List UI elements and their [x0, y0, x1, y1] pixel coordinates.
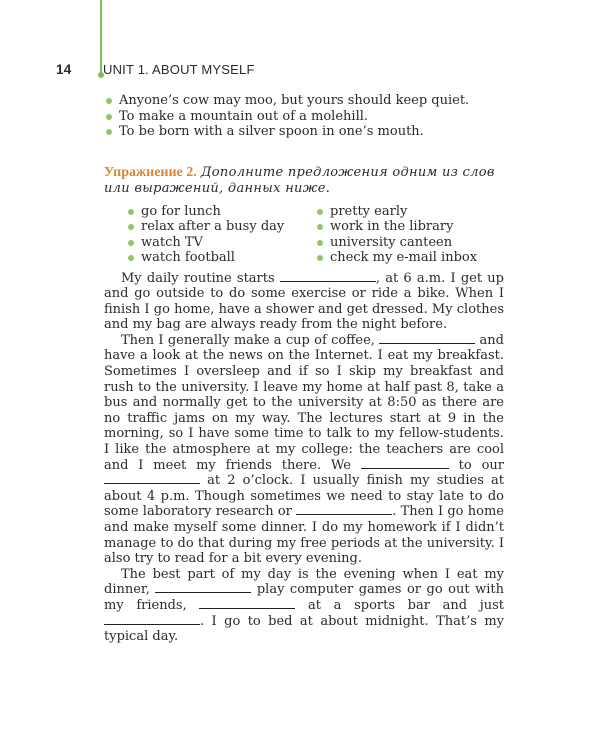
- option-item: watch football: [126, 250, 315, 266]
- option-item: university canteen: [315, 235, 504, 251]
- paragraph: My daily routine starts , at 6 a.m. I get up and go outside to do some exercise or ride a bike. When I finish I go home, have a shower and get dressed. My clothes and my bag are always ready from the night before.: [104, 270, 504, 333]
- option-item: watch TV: [126, 235, 315, 251]
- page-content: [104, 93, 504, 645]
- option-item: work in the library: [315, 219, 504, 235]
- options-left: [126, 204, 315, 266]
- option-item: relax after a busy day: [126, 219, 315, 235]
- page-number: 14: [56, 61, 72, 77]
- options-right: [315, 204, 504, 266]
- idiom-item: To make a mountain out of a molehill.: [104, 109, 504, 125]
- idiom-item: Anyone’s cow may moo, but yours should keep quiet.: [104, 93, 504, 109]
- option-item: check my e-mail inbox: [315, 250, 504, 266]
- answer-blank[interactable]: [104, 473, 200, 484]
- answer-blank[interactable]: [199, 598, 295, 609]
- exercise-text: [104, 271, 504, 645]
- answer-blank[interactable]: [361, 458, 449, 469]
- exercise-label: Упражнение 2.: [104, 164, 197, 180]
- idiom-item: To be born with a silver spoon in one’s mouth.: [104, 124, 504, 140]
- exercise-heading: [104, 165, 504, 197]
- answer-blank[interactable]: [379, 333, 475, 344]
- unit-title: UNIT 1. ABOUT MYSELF: [103, 61, 255, 77]
- exercise-instruction: Дополните предложения одним из слов или выражений, данных ниже.: [104, 164, 495, 196]
- answer-blank[interactable]: [104, 614, 200, 625]
- option-item: go for lunch: [126, 204, 315, 220]
- answer-blank[interactable]: [280, 271, 376, 282]
- answer-blank[interactable]: [296, 504, 392, 515]
- idiom-list: [104, 93, 504, 140]
- option-item: pretty early: [315, 204, 504, 220]
- page-header: [56, 59, 255, 79]
- options-columns: [126, 204, 504, 266]
- paragraph: Then I generally make a cup of coffee, and have a look at the news on the Internet. I eat my breakfast. Sometimes I oversleep and if so I skip my breakfast and rush to the university. I leave my home at half past 8, take a bus and normally get to the university at 8:50 as there are no traffic jams on my way. The lectures start at 9 in the morning, so I have some time to talk to my fellow-students. I like the atmosphere at my college: the teachers are cool and I meet my friends there. We to our at 2 o’clock. I usually finish my studies at about 4 p.m. Though sometimes we need to stay late to do some laboratory research or . Then I go home and make myself some dinner. I do my homework if I didn’t manage to do that during my free periods at the university. I also try to read for a bit every evening.: [104, 332, 505, 567]
- paragraph: The best part of my day is the evening when I eat my dinner, play computer games or go out with my friends, at a sports bar and just . I go to bed at about midnight. That’s my typical day.: [104, 566, 505, 645]
- answer-blank[interactable]: [155, 582, 251, 593]
